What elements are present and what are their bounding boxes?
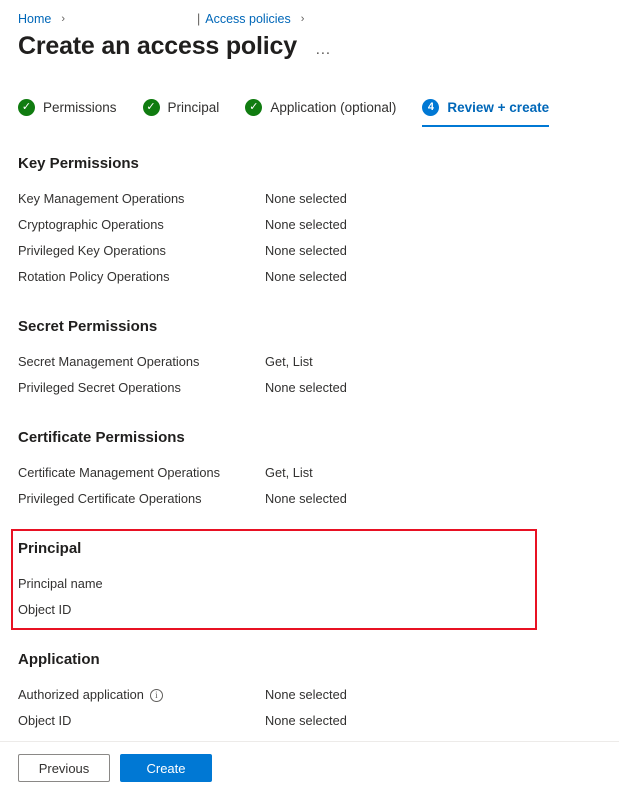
row-secret-management-operations [18, 349, 601, 375]
row-value: None selected [265, 491, 347, 506]
breadcrumb [0, 0, 619, 28]
footer-actions [18, 754, 212, 782]
tab-application-label: Application (optional) [270, 99, 397, 115]
section-heading-application: Application [18, 651, 100, 668]
previous-button[interactable]: Previous [18, 754, 110, 782]
wizard-tabs [18, 89, 619, 127]
row-key-management-operations [18, 186, 601, 212]
step-number-badge: 4 [422, 99, 439, 116]
tab-review-create[interactable] [422, 89, 549, 127]
row-value: Get, List [265, 465, 313, 480]
row-label-text: Authorized application [18, 687, 144, 702]
row-label: Secret Management Operations [18, 354, 200, 369]
more-options-icon[interactable]: … [314, 41, 332, 58]
breadcrumb-home-link[interactable]: Home [18, 12, 52, 26]
tab-application[interactable] [245, 89, 396, 127]
row-label: Principal name [18, 576, 103, 591]
row-label: Privileged Certificate Operations [18, 491, 202, 506]
tab-permissions-label: Permissions [43, 99, 117, 115]
row-authorized-application [18, 682, 601, 708]
row-value: None selected [265, 191, 347, 206]
row-value: Get, List [265, 354, 313, 369]
row-label [18, 682, 265, 708]
breadcrumb-separator-icon: › [61, 13, 66, 25]
row-label: Cryptographic Operations [18, 217, 164, 232]
footer-divider [0, 741, 619, 742]
page-title: Create an access policy [18, 32, 297, 60]
row-label: Key Management Operations [18, 191, 185, 206]
row-value: None selected [265, 687, 347, 702]
row-cryptographic-operations [18, 212, 601, 238]
row-label: Object ID [18, 713, 72, 728]
row-privileged-secret-operations [18, 375, 601, 401]
tab-review-create-label: Review + create [447, 99, 550, 115]
breadcrumb-separator-icon-2: › [300, 13, 305, 25]
review-content [0, 155, 619, 734]
breadcrumb-access-policies-link[interactable]: Access policies [205, 12, 291, 26]
row-label: Certificate Management Operations [18, 465, 221, 480]
row-value: None selected [265, 713, 347, 728]
row-principal-name [18, 571, 601, 597]
row-principal-object-id [18, 597, 601, 623]
row-privileged-certificate-operations [18, 486, 601, 512]
title-row [0, 28, 619, 61]
row-rotation-policy-operations [18, 264, 601, 290]
section-heading-secret-permissions: Secret Permissions [18, 318, 158, 335]
row-label: Object ID [18, 602, 72, 617]
breadcrumb-access-policies-group [197, 12, 314, 26]
section-heading-principal: Principal [18, 540, 82, 557]
breadcrumb-pipe: | [197, 12, 201, 26]
row-label: Privileged Key Operations [18, 243, 166, 258]
tab-permissions[interactable] [18, 89, 117, 127]
row-value: None selected [265, 380, 347, 395]
section-heading-key-permissions: Key Permissions [18, 155, 139, 172]
row-label: Rotation Policy Operations [18, 269, 170, 284]
row-value: None selected [265, 243, 347, 258]
check-circle-icon: ✓ [143, 99, 160, 116]
tab-principal-label: Principal [167, 99, 220, 115]
check-circle-icon: ✓ [245, 99, 262, 116]
section-heading-certificate-permissions: Certificate Permissions [18, 429, 185, 446]
row-privileged-key-operations [18, 238, 601, 264]
row-application-object-id [18, 708, 601, 734]
row-certificate-management-operations [18, 460, 601, 486]
row-label: Privileged Secret Operations [18, 380, 181, 395]
row-value: None selected [265, 217, 347, 232]
tab-principal[interactable] [143, 89, 220, 127]
check-circle-icon: ✓ [18, 99, 35, 116]
info-icon[interactable]: i [150, 689, 163, 702]
create-button[interactable]: Create [120, 754, 212, 782]
row-value: None selected [265, 269, 347, 284]
